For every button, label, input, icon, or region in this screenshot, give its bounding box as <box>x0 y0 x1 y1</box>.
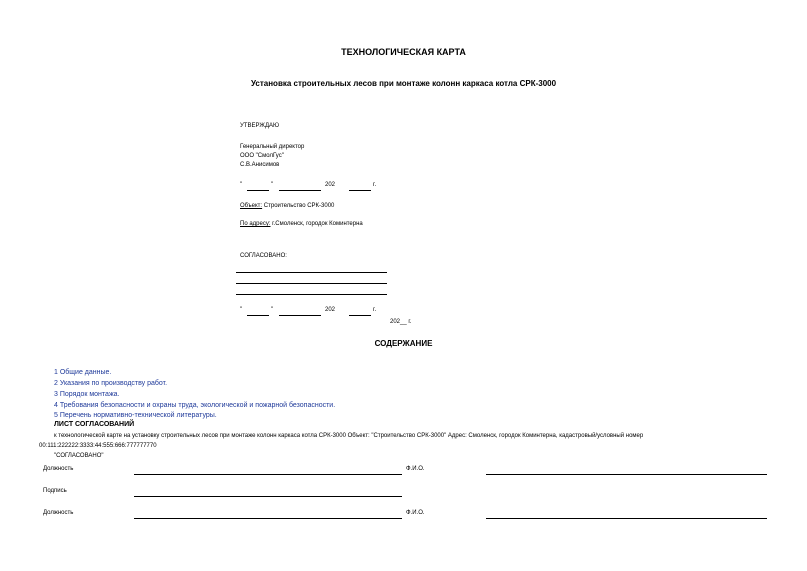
approval-sheet-agreed: "СОГЛАСОВАНО" <box>54 453 104 459</box>
agreed-line-1[interactable] <box>236 272 387 273</box>
toc-item-5[interactable]: 5 Перечень нормативно-технической литературы. <box>54 412 217 419</box>
fio-label: Ф.И.О. <box>406 466 425 472</box>
agreed-month-line[interactable] <box>279 315 321 316</box>
address-row <box>240 221 363 227</box>
position-label: Должность <box>43 466 74 472</box>
toc-item-4[interactable]: 4 Требования безопасности и охраны труда, экологической и пожарной безопасности. <box>54 402 336 409</box>
approval-sheet-text-2: 00:111:222222:3333:44:555:666:777777770 <box>39 443 157 449</box>
fio-line[interactable] <box>486 474 767 475</box>
agreed-date-quote-close: " <box>271 307 274 313</box>
approve-month-line[interactable] <box>279 190 321 191</box>
object-value: Строительство СРК-3000 <box>263 203 335 209</box>
address-value: г.Смоленск, городок Коминтерна <box>272 221 363 227</box>
position-line[interactable] <box>134 474 402 475</box>
agreed-year: 202 <box>325 307 336 313</box>
agreed-year-line-text: 202__ г. <box>390 319 412 325</box>
director-name: С.В.Анисимов <box>240 162 280 168</box>
contents-heading: СОДЕРЖАНИЕ <box>374 339 433 348</box>
position-line-2[interactable] <box>134 518 402 519</box>
approve-date-quote-close: " <box>271 182 274 188</box>
fio-line-2[interactable] <box>486 518 767 519</box>
page-title: ТЕХНОЛОГИЧЕСКАЯ КАРТА <box>341 47 466 57</box>
approve-date-quote-open: " <box>240 182 243 188</box>
director-position: Генеральный директор <box>240 144 305 150</box>
toc-item-3[interactable]: 3 Порядок монтажа. <box>54 391 120 398</box>
approval-sheet-text-1: к технологической карте на установку строительных лесов при монтаже колонн каркаса котла СРК-3000 Объект: "Строительство СРК-3000" Адрес: Смоленск, городок Коминтерна, кадастровый/условный номер <box>54 433 644 439</box>
agreed-date-quote-open: " <box>240 307 243 313</box>
object-row <box>240 203 334 209</box>
company-name: ООО "СмолГус" <box>240 153 284 159</box>
address-label: По адресу: <box>240 221 271 227</box>
approve-day-line[interactable] <box>247 190 269 191</box>
agreed-label: СОГЛАСОВАНО: <box>240 253 287 259</box>
page-subtitle: Установка строительных лесов при монтаже колонн каркаса котла СРК-3000 <box>250 79 557 88</box>
approve-year-line[interactable] <box>349 190 371 191</box>
fio-label-2: Ф.И.О. <box>406 510 425 516</box>
toc-item-1[interactable]: 1 Общие данные. <box>54 369 112 376</box>
agreed-line-3[interactable] <box>236 294 387 295</box>
position-label-2: Должность <box>43 510 74 516</box>
object-label: Объект: <box>240 203 263 209</box>
toc-item-2[interactable]: 2 Указания по производству работ. <box>54 380 168 387</box>
agreed-year-suffix: г. <box>373 307 377 313</box>
approve-label: УТВЕРЖДАЮ <box>240 123 280 129</box>
approve-year-suffix: г. <box>373 182 377 188</box>
signature-line[interactable] <box>134 496 402 497</box>
approve-year: 202 <box>325 182 336 188</box>
agreed-line-2[interactable] <box>236 283 387 284</box>
agreed-year-line[interactable] <box>349 315 371 316</box>
agreed-day-line[interactable] <box>247 315 269 316</box>
approval-sheet-heading: ЛИСТ СОГЛАСОВАНИЙ <box>54 421 135 428</box>
signature-label: Подпись <box>43 488 67 494</box>
